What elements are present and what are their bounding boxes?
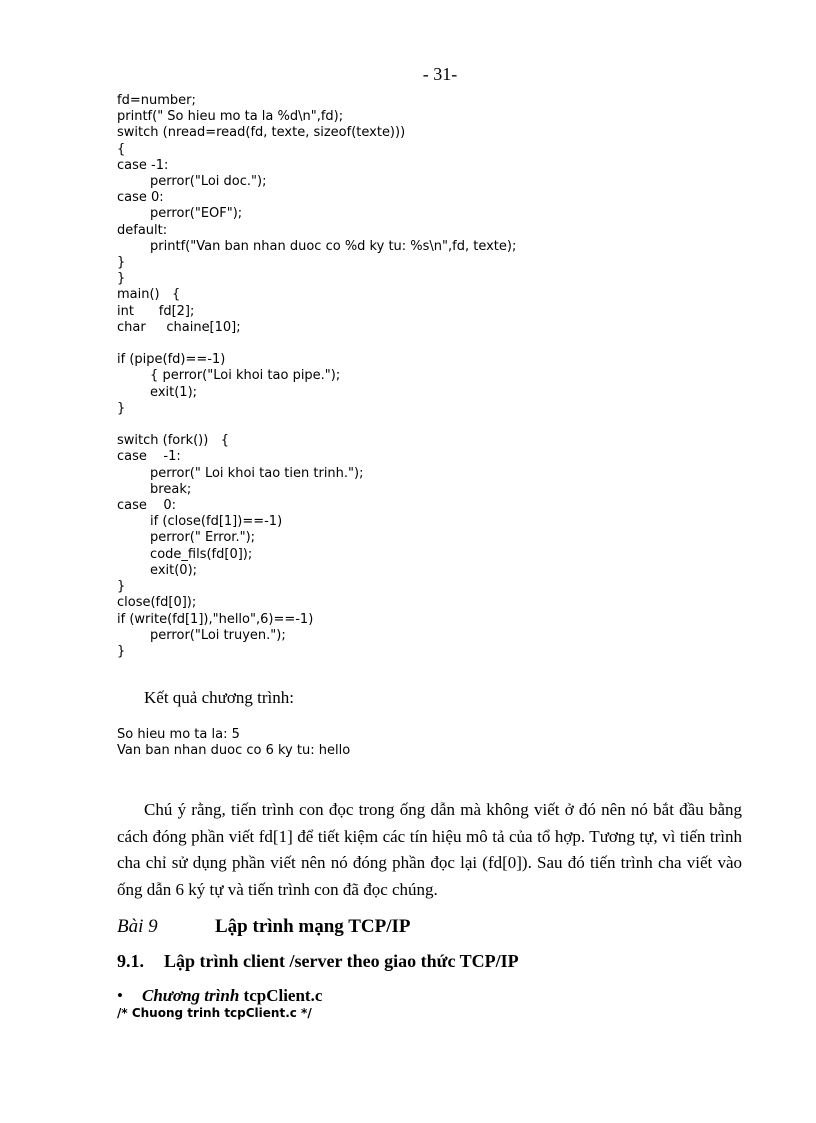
code-line: switch (nread=read(fd, texte, sizeof(texte))) [117,125,406,141]
section-heading [117,951,519,972]
code-line: printf(" So hieu mo ta la %d\n",fd); [117,109,344,125]
code-line: break; [117,481,192,497]
code-line: printf("Van ban nhan duoc co %d ky tu: %s\n",fd, texte); [117,238,517,254]
bullet-label: Chương trình [142,986,240,1005]
program-output [117,727,350,759]
code-line: fd=number; [117,93,196,108]
code-line: if (write(fd[1]),"hello",6)==-1) [117,611,314,627]
code-line: exit(0); [117,562,198,578]
code-line: close(fd[0]); [117,595,197,611]
code-line: if (close(fd[1])==-1) [117,514,283,530]
code-line: perror("Loi truyen."); [117,627,286,643]
code-line: default: [117,222,168,238]
output-line: Van ban nhan duoc co 6 ky tu: hello [117,743,351,759]
code-line: } [117,579,126,595]
code-line: if (pipe(fd)==-1) [117,352,226,368]
code-line: case 0: [117,498,177,514]
code-line: int fd[2]; [117,303,195,319]
section-title: Lập trình client /server theo giao thức TCP/IP [164,951,519,971]
section-number: 9.1. [117,951,144,971]
code-line: perror("Loi doc."); [117,174,267,190]
bullet-filename: tcpClient.c [243,986,323,1005]
page-number: - 31- [422,64,458,84]
code-line: { [117,141,126,157]
code-line: } [117,643,126,659]
bullet-icon: • [117,986,123,1005]
explanation-paragraph: Chú ý rằng, tiến trình con đọc trong ống dẫn mà không viết ở đó nên nó bắt đầu bằng cách đóng phần viết fd[1] để tiết kiệm các tín hiệu mô tả của tổ hợp. Tương tự, vì tiến trình cha chỉ sử dụng phần viết nên nó đóng phần đọc lại (fd[0]). Sau đó tiến trình cha viết vào ống dẫn 6 ký tự và tiến trình con đã đọc chúng. [117,800,742,899]
code-line: case -1: [117,449,181,465]
code-line: } [117,255,126,271]
code-line: } [117,400,126,416]
chapter-title: Lập trình mạng TCP/IP [215,916,411,937]
result-label: Kết quả chương trình: [144,688,294,707]
output-line: So hieu mo ta la: 5 [117,727,240,742]
code-line: switch (fork()) { [117,433,229,449]
chapter-number: Bài 9 [117,916,158,937]
chapter-heading [117,916,411,938]
code-line: char chaine[10]; [117,319,241,335]
code-line: perror(" Loi khoi tao tien trinh."); [117,465,364,481]
code-line: } [117,271,126,287]
code-line: code_fils(fd[0]); [117,546,253,562]
code-line [117,336,516,352]
code-block [117,93,516,660]
code-line [117,417,516,433]
code-line: perror(" Error."); [117,530,256,546]
code-line: case 0: [117,190,164,206]
bullet-item [117,986,322,1006]
code-line: case -1: [117,157,169,173]
code-line: main() { [117,287,181,303]
code-line: perror("EOF"); [117,206,243,222]
code-line: exit(1); [117,384,198,400]
code-comment: /* Chuong trinh tcpClient.c */ [117,1006,312,1020]
code-line: { perror("Loi khoi tao pipe."); [117,368,341,384]
